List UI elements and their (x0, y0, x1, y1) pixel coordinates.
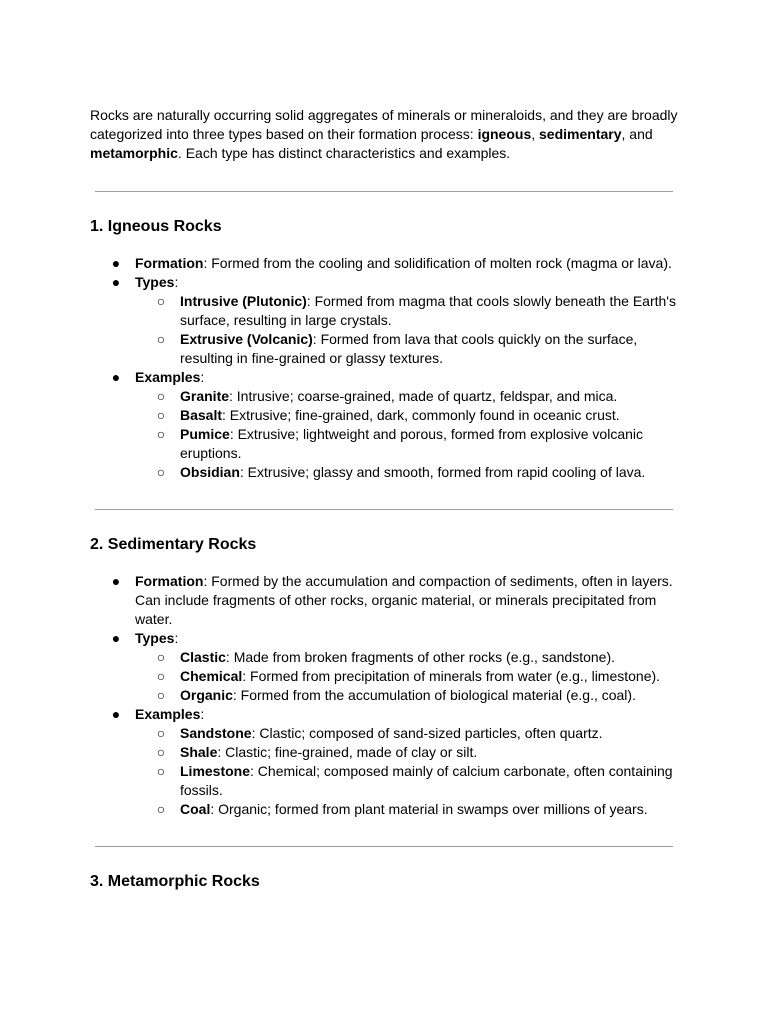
igneous-examples-sublist (135, 387, 680, 482)
item-text: : Formed from magma that cools slowly beneath the Earth's surface, resulting in large crystals. (180, 293, 676, 328)
item-label: Pumice (180, 426, 230, 442)
list-item (156, 330, 680, 368)
sedimentary-examples-sublist (135, 724, 680, 819)
list-item-examples (111, 368, 680, 482)
list-item (156, 463, 680, 482)
list-item (156, 425, 680, 463)
hollow-bullet-icon: ○ (156, 464, 166, 480)
item-text: : (200, 369, 205, 385)
item-text: : Formed from the accumulation of biological material (e.g., coal). (232, 687, 636, 703)
item-label: Sandstone (180, 725, 252, 741)
sedimentary-list (90, 572, 680, 819)
hollow-bullet-icon: ○ (156, 725, 166, 741)
item-label: Shale (180, 744, 218, 760)
item-label: Intrusive (Plutonic) (180, 293, 307, 309)
item-label: Types (135, 274, 175, 290)
bullet-icon: ● (111, 706, 121, 722)
item-label: Formation (135, 255, 204, 271)
hollow-bullet-icon: ○ (156, 388, 166, 404)
item-label: Obsidian (180, 464, 240, 480)
item-text: : (174, 630, 179, 646)
term-metamorphic: metamorphic (90, 145, 178, 161)
hollow-bullet-icon: ○ (156, 407, 166, 423)
item-label: Formation (135, 573, 204, 589)
list-item-examples (111, 705, 680, 819)
sedimentary-types-sublist (135, 648, 680, 705)
list-item (156, 406, 680, 425)
item-text: : Extrusive; glassy and smooth, formed from rapid cooling of lava. (239, 464, 646, 480)
item-text: : Formed from lava that cools quickly on the surface, resulting in fine-grained or glassy textures. (180, 331, 638, 366)
item-label: Coal (180, 801, 211, 817)
bullet-icon: ● (111, 255, 121, 271)
bullet-icon: ● (111, 369, 121, 385)
horizontal-divider (95, 846, 673, 847)
term-sedimentary: sedimentary (539, 126, 622, 142)
section-heading-igneous: 1. Igneous Rocks (90, 218, 222, 235)
igneous-list (90, 254, 680, 482)
hollow-bullet-icon: ○ (156, 293, 166, 309)
list-item-types (111, 273, 680, 368)
bullet-icon: ● (111, 573, 121, 589)
hollow-bullet-icon: ○ (156, 331, 166, 347)
hollow-bullet-icon: ○ (156, 649, 166, 665)
list-item (156, 800, 680, 819)
item-text: : Formed from the cooling and solidification of molten rock (magma or lava). (203, 255, 672, 271)
item-label: Chemical (180, 668, 243, 684)
item-label: Organic (180, 687, 233, 703)
list-item (156, 648, 680, 667)
list-item (156, 743, 680, 762)
item-label: Examples (135, 369, 201, 385)
item-text: : Formed by the accumulation and compaction of sediments, often in layers. Can include fragments of other rocks, organic material, or minerals precipitated from water. (135, 573, 673, 627)
intro-text-end: . Each type has distinct characteristics and examples. (177, 145, 511, 161)
item-label: Basalt (180, 407, 223, 423)
intro-separator: , (531, 126, 540, 142)
bullet-icon: ● (111, 274, 121, 290)
hollow-bullet-icon: ○ (156, 687, 166, 703)
item-label: Extrusive (Volcanic) (180, 331, 313, 347)
igneous-types-sublist (135, 292, 680, 368)
item-label: Granite (180, 388, 230, 404)
item-text: : Extrusive; lightweight and porous, formed from explosive volcanic eruptions. (180, 426, 644, 461)
item-label: Limestone (180, 763, 251, 779)
list-item-types (111, 629, 680, 705)
item-text: : Clastic; fine-grained, made of clay or silt. (217, 744, 478, 760)
list-item-formation (111, 254, 680, 273)
document-body (90, 106, 680, 892)
list-item-formation (111, 572, 680, 629)
item-label: Clastic (180, 649, 226, 665)
bullet-icon: ● (111, 630, 121, 646)
item-text: : Intrusive; coarse-grained, made of quartz, feldspar, and mica. (229, 388, 618, 404)
term-igneous: igneous (477, 126, 532, 142)
list-item (156, 667, 680, 686)
hollow-bullet-icon: ○ (156, 801, 166, 817)
item-text: : Extrusive; fine-grained, dark, commonly found in oceanic crust. (222, 407, 620, 423)
intro-paragraph (90, 106, 680, 163)
item-label: Examples (135, 706, 201, 722)
item-text: : (174, 274, 179, 290)
item-text: : Made from broken fragments of other rocks (e.g., sandstone). (225, 649, 615, 665)
item-label: Types (135, 630, 175, 646)
item-text: : Formed from precipitation of minerals from water (e.g., limestone). (242, 668, 661, 684)
item-text: : Organic; formed from plant material in swamps over millions of years. (210, 801, 648, 817)
list-item (156, 387, 680, 406)
intro-separator: , and (621, 126, 653, 142)
item-text: : (200, 706, 205, 722)
list-item (156, 724, 680, 743)
hollow-bullet-icon: ○ (156, 426, 166, 442)
section-heading-metamorphic: 3. Metamorphic Rocks (90, 873, 260, 890)
horizontal-divider (95, 509, 673, 510)
list-item (156, 292, 680, 330)
hollow-bullet-icon: ○ (156, 744, 166, 760)
hollow-bullet-icon: ○ (156, 668, 166, 684)
intro-text-start: Rocks are naturally occurring solid aggregates of minerals or mineraloids, and they are broadly categorized into three types based on their formation process: (90, 107, 678, 142)
item-text: : Clastic; composed of sand-sized particles, often quartz. (251, 725, 603, 741)
horizontal-divider (95, 191, 673, 192)
list-item (156, 686, 680, 705)
item-text: : Chemical; composed mainly of calcium carbonate, often containing fossils. (180, 763, 673, 798)
section-heading-sedimentary: 2. Sedimentary Rocks (90, 536, 257, 553)
list-item (156, 762, 680, 800)
hollow-bullet-icon: ○ (156, 763, 166, 779)
